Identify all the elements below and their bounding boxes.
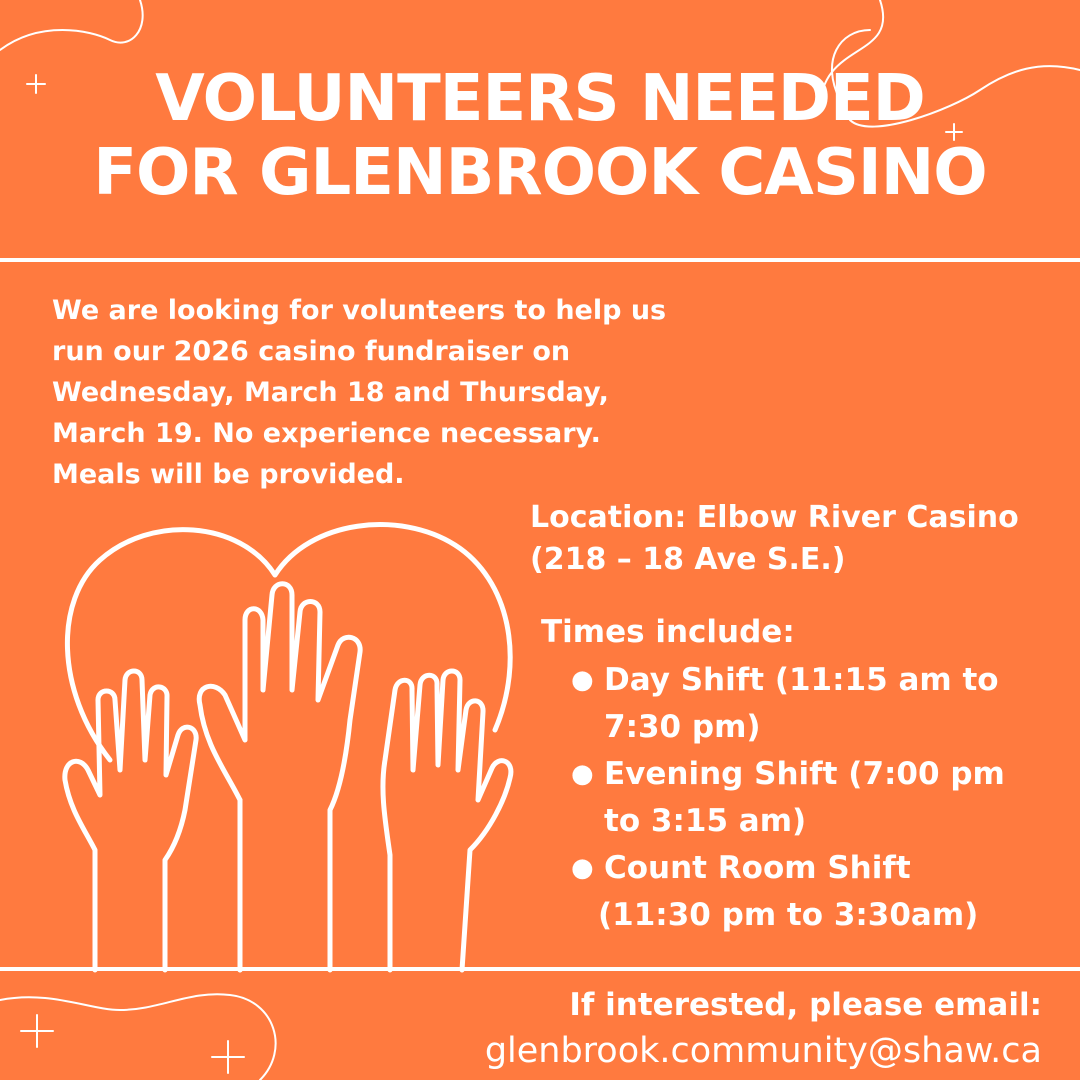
intro-text xyxy=(52,290,732,495)
plus-sparkle-icon xyxy=(212,1041,244,1073)
shift-line-1: Evening Shift (7:00 pm xyxy=(604,756,1005,792)
list-item xyxy=(565,845,1075,939)
title-line-1: VOLUNTEERS NEEDED xyxy=(155,62,925,136)
shift-line-1: Day Shift (11:15 am to xyxy=(604,662,999,698)
intro-line: Wednesday, March 18 and Thursday, xyxy=(52,377,609,408)
wavy-line-decoration xyxy=(0,994,276,1080)
list-item xyxy=(565,657,1075,751)
times-heading: Times include: xyxy=(541,614,795,650)
bullet-icon: ● xyxy=(571,665,594,695)
shift-times-list xyxy=(565,657,1075,939)
intro-line: run our 2026 casino fundraiser on xyxy=(52,336,571,367)
shift-line-2: to 3:15 am) xyxy=(604,803,807,839)
contact-prompt: If interested, please email: xyxy=(569,987,1042,1023)
intro-line: March 19. No experience necessary. xyxy=(52,418,601,449)
contact-email-link[interactable]: glenbrook.community@shaw.ca xyxy=(484,1031,1042,1071)
bottom-divider xyxy=(0,967,1080,971)
heart-hands-illustration xyxy=(65,525,511,970)
center-hand xyxy=(199,584,360,970)
shift-line-2: (11:30 pm to 3:30am) xyxy=(598,897,979,933)
bullet-icon: ● xyxy=(571,853,594,883)
bullet-icon: ● xyxy=(571,759,594,789)
wavy-line-decoration xyxy=(0,0,143,50)
shift-line-2: 7:30 pm) xyxy=(604,709,761,745)
right-hand xyxy=(383,671,511,970)
shift-line-1: Count Room Shift xyxy=(604,850,911,886)
location-info xyxy=(530,497,1075,581)
location-line-2: (218 – 18 Ave S.E.) xyxy=(530,542,846,577)
intro-line: We are looking for volunteers to help us xyxy=(52,295,667,326)
heart-outline xyxy=(67,525,510,760)
location-line-1: Location: Elbow River Casino xyxy=(530,500,1019,535)
title-line-2: FOR GLENBROOK CASINO xyxy=(93,136,987,210)
list-item xyxy=(565,751,1075,845)
plus-sparkle-icon xyxy=(21,1015,53,1047)
page-title xyxy=(0,62,1080,210)
top-divider xyxy=(0,258,1080,262)
intro-line: Meals will be provided. xyxy=(52,459,405,490)
